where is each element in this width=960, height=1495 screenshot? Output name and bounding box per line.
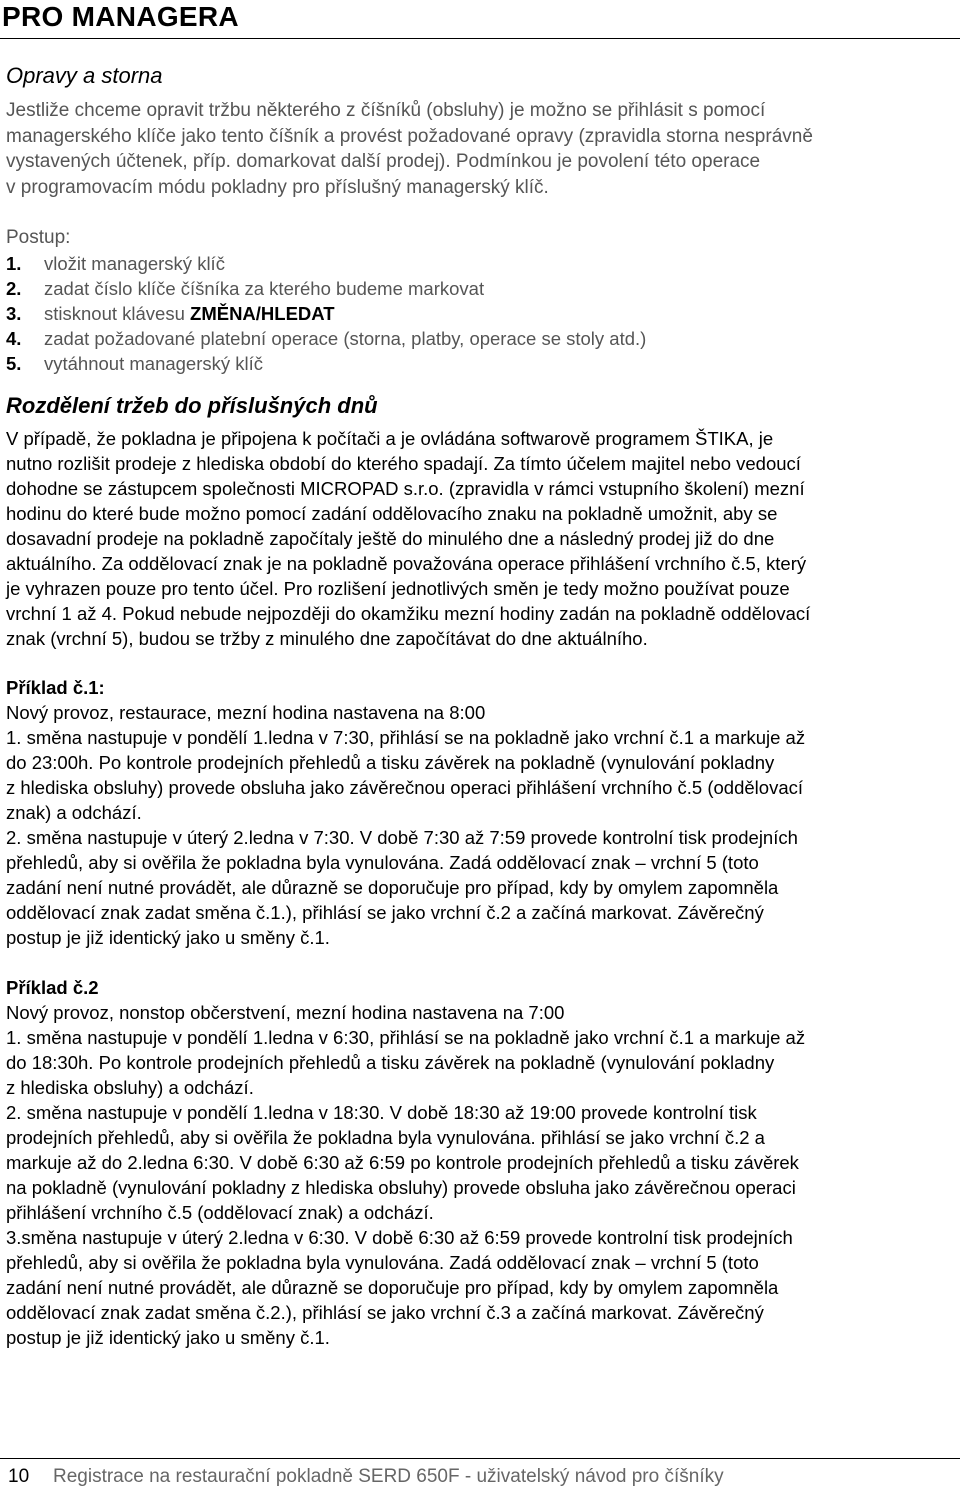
example-line: Nový provoz, restaurace, mezní hodina nastavena na 8:00 [6, 701, 486, 723]
example-line: do 23:00h. Po kontrole prodejních přehledů a tisku závěrek na pokladně (vynulování pokladny [6, 751, 775, 773]
paragraph-line: je vyhrazen pouze pro tento účel. Pro rozlišení jednotlivých směn je tedy možno používat pouze [6, 577, 790, 599]
intro-line: vystavených účtenek, příp. domarkovat další prodej). Podmínkou je povolení této operace [6, 151, 761, 172]
procedure-label: Postup: [6, 227, 71, 248]
example-line: z hlediska obsluhy) a odchází. [6, 1076, 254, 1098]
revenue-split-paragraph [6, 426, 954, 651]
example-line: 2. směna nastupuje v pondělí 1.ledna v 18:30. V době 18:30 až 19:00 provede kontrolní tisk [6, 1101, 757, 1123]
example-line: oddělovací znak zadat směna č.2.), přihlásí se jako vrchní č.3 a začíná markovat. Závěrečný [6, 1301, 764, 1323]
page-footer [0, 1458, 960, 1493]
page-title: PRO MANAGERA [2, 1, 239, 32]
paragraph-line: hodinu do které bude možno pomocí zadání oddělovacího znaku na pokladně umožnit, aby se [6, 502, 778, 524]
example-line: postup je již identický jako u směny č.1. [6, 1326, 330, 1348]
intro-line: Jestliže chceme opravit tržbu některého z číšníků (obsluhy) je možno se přihlásit s pomocí [6, 100, 766, 121]
intro-line: v programovacím módu pokladny pro příslušný managerský klíč. [6, 176, 549, 198]
example-line: markuje až do 2.ledna 6:30. V době 6:30 až 6:59 po kontrole prodejních přehledů a tisku závěrek [6, 1151, 799, 1173]
example-line: přihlášení vrchního č.5 (oddělovací znak) a odchází. [6, 1201, 434, 1223]
paragraph-line: znak (vrchní 5), budou se tržby z minulého dne započítávat do dne aktuálního. [6, 627, 648, 649]
example-line: zadání není nutné provádět, ale důrazně se doporučuje pro případ, kdy by omylem zapomněla [6, 1276, 779, 1298]
step-item: 3. stisknout klávesu ZMĚNA/HLEDAT [6, 302, 335, 324]
procedure-steps [6, 251, 954, 376]
step-item: 4. zadat požadované platební operace (storna, platby, operace se stoly atd.) [6, 327, 647, 349]
example-2-body [6, 1000, 954, 1350]
step-item: 5. vytáhnout managerský klíč [6, 352, 264, 374]
footer-text: Registrace na restaurační pokladně SERD 650F - uživatelský návod pro číšníky [53, 1466, 724, 1487]
paragraph-line: dosavadní prodeje na pokladně započítaly ještě do minulého dne a následný prodej již do dne [6, 527, 775, 549]
paragraph-line: V případě, že pokladna je připojena k počítači a je ovládána softwarově programem ŠTIKA, je [6, 427, 774, 449]
step-item: 2. zadat číslo klíče číšníka za kterého budeme markovat [6, 277, 485, 299]
example-line: přehledů, aby si ověřila že pokladna byla vynulována. Zadá oddělovací znak – vrchní 5 (toto [6, 1251, 759, 1273]
example-line: 3.směna nastupuje v úterý 2.ledna v 6:30. V době 6:30 až 6:59 provede kontrolní tisk prodejních [6, 1226, 793, 1248]
document-body [6, 58, 954, 1350]
step-item: 1. vložit managerský klíč [6, 252, 225, 274]
paragraph-line: nutno rozlišit prodeje z hlediska období do kterého spadají. Za tímto účelem majitel nebo vedoucí [6, 452, 801, 474]
example-line: znak) a odchází. [6, 801, 142, 823]
key-name: ZMĚNA/HLEDAT [190, 302, 335, 324]
section-title-revenue-split: Rozdělení tržeb do příslušných dnů [6, 392, 378, 418]
example-1-body [6, 700, 954, 950]
example-line: oddělovací znak zadat směna č.1.), přihlásí se jako vrchní č.2 a začíná markovat. Závěrečný [6, 901, 764, 923]
paragraph-line: dohodne se zástupcem společnosti MICROPAD s.r.o. (zpravidla v rámci vstupního školení) mezní [6, 477, 805, 499]
example-2-title: Příklad č.2 [6, 976, 99, 998]
page-header [0, 0, 960, 39]
example-line: postup je již identický jako u směny č.1. [6, 926, 330, 948]
example-line: zadání není nutné provádět, ale důrazně se doporučuje pro případ, kdy by omylem zapomněla [6, 876, 779, 898]
section-title-corrections: Opravy a storna [6, 63, 163, 88]
intro-paragraph [6, 98, 954, 200]
example-line: Nový provoz, nonstop občerstvení, mezní hodina nastavena na 7:00 [6, 1001, 565, 1023]
paragraph-line: aktuálního. Za oddělovací znak je na pokladně považována operace přihlášení vrchního č.5, který [6, 552, 807, 574]
example-line: 1. směna nastupuje v pondělí 1.ledna v 7:30, přihlásí se na pokladně jako vrchní č.1 a markuje až [6, 726, 806, 748]
example-1-title: Příklad č.1: [6, 676, 105, 698]
example-line: 2. směna nastupuje v úterý 2.ledna v 7:30. V době 7:30 až 7:59 provede kontrolní tisk prodejních [6, 826, 798, 848]
intro-line: managerského klíče jako tento číšník a provést požadované opravy (zpravidla storna nesprávně [6, 125, 813, 147]
example-line: z hlediska obsluhy) provede obsluha jako závěrečnou operaci přihlášení vrchního č.5 (oddělovací [6, 776, 803, 798]
paragraph-line: vrchní 1 až 4. Pokud nebude nejpozději do okamžiku mezní hodiny zadán na pokladně oddělovací [6, 602, 811, 624]
page-number: 10 [8, 1466, 30, 1487]
example-line: na pokladně (vynulování pokladny z hlediska obsluhy) provede obsluha jako závěrečnou operaci [6, 1176, 796, 1198]
example-line: přehledů, aby si ověřila že pokladna byla vynulována. Zadá oddělovací znak – vrchní 5 (toto [6, 851, 759, 873]
example-line: prodejních přehledů, aby si ověřila že pokladna byla vynulována. přihlásí se jako vrchní č.2 a [6, 1126, 765, 1148]
example-line: do 18:30h. Po kontrole prodejních přehledů a tisku závěrek na pokladně (vynulování pokladny [6, 1051, 775, 1073]
example-line: 1. směna nastupuje v pondělí 1.ledna v 6:30, přihlásí se na pokladně jako vrchní č.1 a markuje až [6, 1026, 806, 1048]
